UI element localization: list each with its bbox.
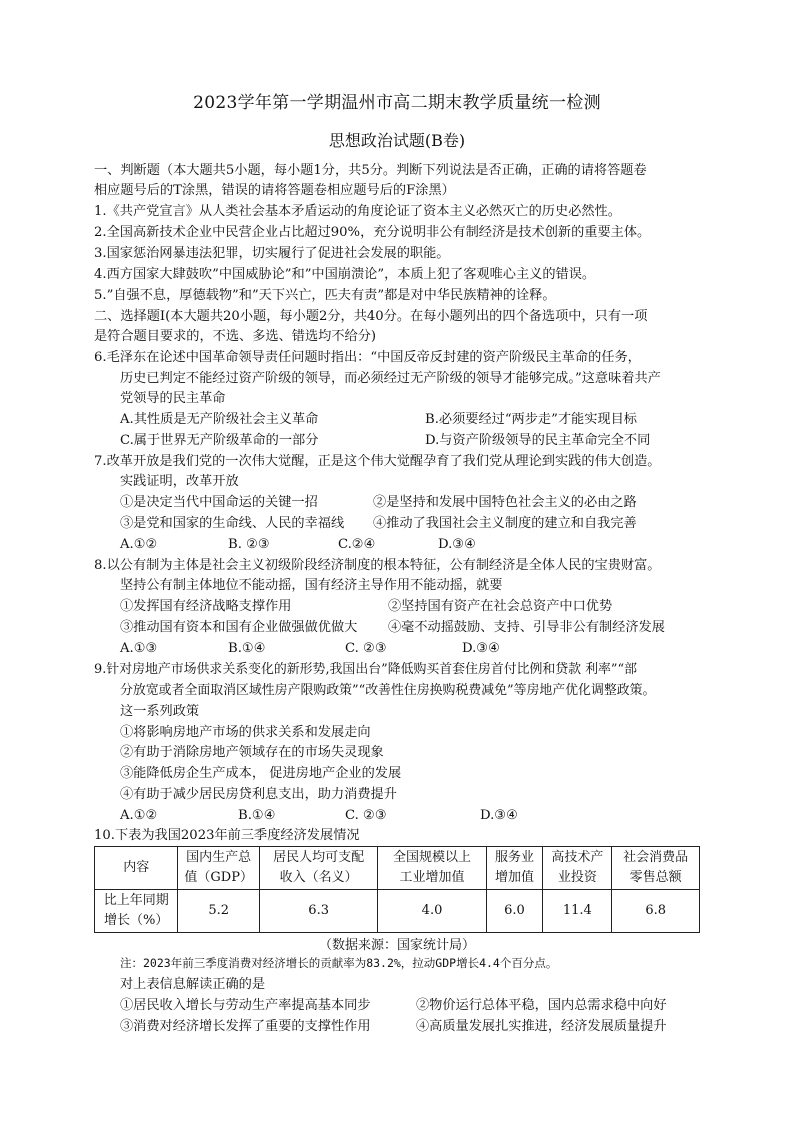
page-subtitle: 思想政治试题(B卷) bbox=[328, 131, 466, 150]
table-header-cell: 内容 bbox=[95, 847, 178, 890]
q7-statement-4: ④推动了我国社会主义制度的建立和自我完善 bbox=[373, 516, 637, 531]
section2-heading-line1: 二、选择题Ⅰ(本大题共20小题，每小题2分，共40分。在每小题列出的四个备选项中，只有一项 bbox=[94, 309, 648, 324]
q6-option-a: A.其性质是无产阶级社会主义革命 bbox=[120, 412, 319, 427]
q7-stem-line2: 实践证明，改革开放 bbox=[120, 474, 239, 489]
q7-statement-2: ②是坚持和发展中国特色社会主义的必由之路 bbox=[373, 495, 637, 510]
q9-stem-line1: 9.针对房地产市场供求关系变化的新形势,我国出台”降低购买首套住房首付比例和贷款 利率”“部 bbox=[94, 662, 637, 677]
table-cell: 6.0 bbox=[486, 890, 543, 933]
q8-option-a: A.①③ bbox=[120, 641, 158, 656]
q6-stem-line2: 历史已判定不能经过资产阶级的领导，而必须经过无产阶级的领导才能够完成。”这意味着共产 bbox=[120, 371, 661, 386]
table-header-cell: 社会消费品 零售总额 bbox=[612, 847, 700, 890]
q10-statement-2: ②物价运行总体平稳，国内总需求稳中向好 bbox=[416, 998, 667, 1013]
judgment-item-2: 2.全国高新技术企业中民营企业占比超过90%，充分说明非公有制经济是技术创新的重要主体。 bbox=[94, 225, 651, 240]
q10-statement-4: ④高质量发展扎实推进，经济发展质量提升 bbox=[416, 1019, 667, 1034]
q9-statement-4: ④有助于减少居民房贷利息支出，助力消费提升 bbox=[120, 787, 397, 802]
economic-data-table bbox=[94, 846, 700, 933]
q9-option-d: D.③④ bbox=[480, 808, 518, 823]
table-cell: 11.4 bbox=[543, 890, 612, 933]
table-header-cell: 服务业 增加值 bbox=[486, 847, 543, 890]
q8-stem-line1: 8.以公有制为主体是社会主义初级阶段经济制度的根本特征，公有制经济是全体人民的宝贵财富。 bbox=[94, 558, 661, 573]
q9-option-c: C. ②③ bbox=[345, 808, 387, 823]
q10-question: 对上表信息解读正确的是 bbox=[120, 977, 266, 992]
section1-heading-line1: 一、判断题（本大题共5小题，每小题1分，共5分。判断下列说法是否正确，正确的请将答题卷 bbox=[94, 163, 647, 178]
judgment-item-3: 3.国家惩治网暴违法犯罪，切实履行了促进社会发展的职能。 bbox=[94, 246, 450, 261]
q6-option-d: D.与资产阶级领导的民主革命完全不同 bbox=[425, 433, 651, 448]
q9-statement-2: ②有助于消除房地产领域存在的市场失灵现象 bbox=[120, 745, 384, 760]
q9-option-a: A.①② bbox=[120, 808, 158, 823]
q6-stem-line3: 党领导的民主革命 bbox=[120, 391, 226, 406]
q9-statement-3: ③能降低房企生产成本， 促进房地产企业的发展 bbox=[120, 766, 402, 781]
table-note: 注：2023年前三季度消费对经济增长的贡献率为83.2%，拉动GDP增长4.4个百分点。 bbox=[120, 956, 558, 970]
q8-statement-3: ③推动国有资本和国有企业做强做优做大 bbox=[120, 620, 358, 635]
q6-option-b: B.必须要经过“两步走”才能实现目标 bbox=[425, 412, 637, 427]
section2-heading-line2: 是符合题目要求的，不选、多选、错选均不给分) bbox=[94, 329, 377, 344]
table-source: （数据来源：国家统计局） bbox=[318, 938, 475, 953]
section1-heading-line2: 相应题号后的T涂黑，错误的请将答题卷相应题号后的F涂黑） bbox=[94, 183, 455, 198]
q8-statement-1: ①发挥国有经济战略支撑作用 bbox=[120, 599, 292, 614]
q8-option-b: B.①④ bbox=[228, 641, 266, 656]
judgment-item-4: 4.西方国家大肆鼓吹”中国威胁论”和”中国崩溃论”，本质上犯了客观唯心主义的错误。 bbox=[94, 267, 596, 282]
q7-option-a: A.①② bbox=[120, 537, 158, 552]
table-header-cell: 居民人均可支配 收入（名义） bbox=[259, 847, 378, 890]
table-row bbox=[95, 890, 700, 933]
q7-option-c: C.②④ bbox=[338, 537, 376, 552]
table-cell: 6.8 bbox=[612, 890, 700, 933]
judgment-item-1: 1.《共产党宣言》从人类社会基本矛盾运动的角度论证了资本主义必然灭亡的历史必然性。 bbox=[94, 204, 621, 219]
q8-option-c: C. ②③ bbox=[345, 641, 387, 656]
q9-option-b: B.①④ bbox=[238, 808, 276, 823]
q6-option-c: C.属于世界无产阶级革命的一部分 bbox=[120, 433, 319, 448]
q9-stem-line2: 分放宽或者全面取消区域性房产限购政策”“改善性住房换购税费减免”等房地产优化调整政策。 bbox=[120, 683, 656, 698]
table-header-cell: 国内生产总 值（GDP） bbox=[178, 847, 259, 890]
q7-stem-line1: 7.改革开放是我们党的一次伟大觉醒，正是这个伟大觉醒孕育了我们党从理论到实践的伟大创造。 bbox=[94, 454, 661, 469]
q8-statement-2: ②坚持国有资产在社会总资产中口优势 bbox=[388, 599, 613, 614]
q9-statement-1: ①将影响房地产市场的供求关系和发展走向 bbox=[120, 725, 371, 740]
q8-option-d: D.③④ bbox=[462, 641, 500, 656]
table-row-label: 比上年同期 增长（%） bbox=[95, 890, 178, 933]
q7-statement-1: ①是决定当代中国命运的关键一招 bbox=[120, 495, 318, 510]
q8-statement-4: ④毫不动摇鼓励、支持、引导非公有制经济发展 bbox=[388, 620, 665, 635]
q7-statement-3: ③是党和国家的生命线、人民的幸福线 bbox=[120, 516, 345, 531]
q10-statement-1: ①居民收入增长与劳动生产率提高基本同步 bbox=[120, 998, 371, 1013]
q8-stem-line2: 坚持公有制主体地位不能动摇，国有经济主导作用不能动摇，就要 bbox=[120, 578, 503, 593]
q10-statement-3: ③消费对经济增长发挥了重要的支撑性作用 bbox=[120, 1019, 371, 1034]
judgment-item-5: 5.”自强不息，厚德载物”和”天下兴亡，匹夫有责”都是对中华民族精神的诠释。 bbox=[94, 288, 556, 303]
table-cell: 4.0 bbox=[378, 890, 486, 933]
q9-stem-line3: 这一系列政策 bbox=[120, 704, 200, 719]
table-cell: 5.2 bbox=[178, 890, 259, 933]
q7-option-b: B. ②③ bbox=[228, 537, 270, 552]
table-header-cell: 高技术产 业投资 bbox=[543, 847, 612, 890]
page-title: 2023学年第一学期温州市高二期末教学质量统一检测 bbox=[193, 93, 601, 113]
table-header-cell: 全国规模以上 工业增加值 bbox=[378, 847, 486, 890]
table-header-row bbox=[95, 847, 700, 890]
q10-stem: 10.下表为我国2023年前三季度经济发展情况 bbox=[94, 828, 360, 843]
table-cell: 6.3 bbox=[259, 890, 378, 933]
q6-stem-line1: 6.毛泽东在论述中国革命领导责任问题时指出：“中国反帝反封建的资产阶级民主革命的任务， bbox=[94, 350, 641, 365]
q7-option-d: D.③④ bbox=[438, 537, 476, 552]
